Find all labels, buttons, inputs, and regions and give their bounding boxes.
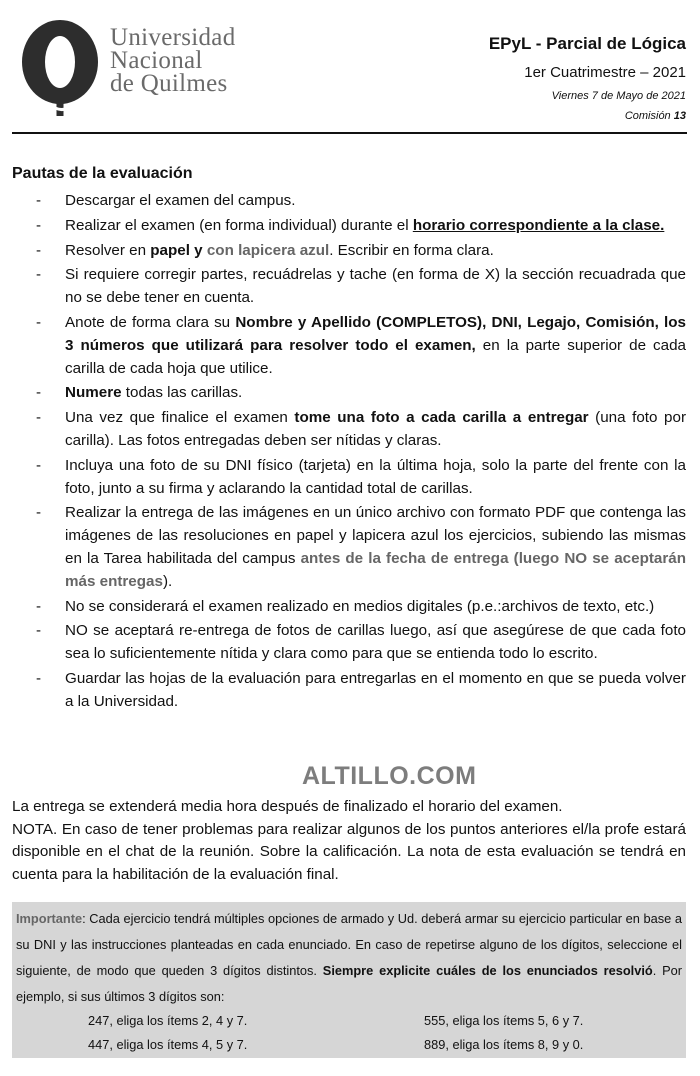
text: ). bbox=[162, 572, 173, 590]
text: Descargar el examen del campus. bbox=[65, 192, 296, 209]
guideline-item bbox=[12, 620, 686, 666]
text: NO se aceptará re-entrega de fotos de carillas luego, así que asegúrese de que cada foto sea lo suficientemente nítida y clara como para que se entienda todo lo escrito. bbox=[65, 622, 686, 663]
university-q-logo-icon bbox=[20, 18, 100, 118]
text: No se considerará el examen realizado en medios digitales (p.e.:archivos de texto, etc.) bbox=[65, 597, 655, 615]
bullet-dash: - bbox=[36, 192, 42, 209]
text: Una vez que finalice el examen bbox=[65, 409, 295, 427]
guideline-item bbox=[12, 190, 686, 213]
bullet-dash: - bbox=[36, 216, 42, 234]
guidelines-title: Pautas de la evaluación bbox=[12, 165, 193, 182]
guideline-item bbox=[12, 240, 686, 263]
university-name bbox=[110, 26, 236, 95]
guideline-item bbox=[12, 382, 686, 405]
bullet-dash: - bbox=[36, 241, 42, 259]
header-divider bbox=[12, 132, 687, 134]
bullet-dash: - bbox=[36, 409, 42, 427]
text: . Escribir en forma clara. bbox=[329, 241, 494, 259]
text: en la parte superior de cada carilla de cada hoja que utilice. bbox=[65, 336, 686, 377]
important-label: Importante bbox=[16, 911, 83, 926]
important-box bbox=[12, 902, 686, 1058]
guideline-item bbox=[12, 407, 686, 453]
emphasis-bold: Nombre y Apellido (COMPLETOS), DNI, Legajo, Comisión, los 3 números que utilizará para resolver todo el examen, bbox=[65, 313, 686, 354]
example-item: 555, eliga los ítems 5, 6 y 7. bbox=[424, 1013, 584, 1028]
text: Resolver en bbox=[65, 241, 151, 259]
guideline-item bbox=[12, 215, 686, 238]
emphasis-bold: papel y bbox=[150, 241, 203, 259]
guidelines-list bbox=[12, 190, 686, 716]
emphasis-bold: tome una foto a cada carilla a entregar bbox=[294, 409, 589, 427]
bullet-dash: - bbox=[36, 669, 42, 687]
text: (una foto por carilla). Las fotos entregadas deben ser nítidas y claras. bbox=[65, 409, 686, 449]
text: Si requiere corregir partes, recuádrelas y tache (en forma de X) la sección recuadrada que no se debe tener en cuenta. bbox=[65, 266, 686, 307]
bullet-dash: - bbox=[36, 313, 42, 331]
university-logo bbox=[18, 18, 248, 118]
emphasis-bold: Siempre explicite cuáles de los enunciados resolvió bbox=[322, 963, 653, 978]
bullet-dash: - bbox=[36, 266, 42, 284]
guideline-item bbox=[12, 596, 686, 619]
commission-number: 13 bbox=[673, 110, 686, 122]
guideline-item bbox=[12, 455, 686, 501]
exam-date: Viernes 7 de Mayo de 2021 bbox=[551, 90, 686, 102]
emphasis-gray: con lapicera azul bbox=[206, 241, 330, 259]
watermark: ALTILLO.COM bbox=[302, 762, 477, 790]
emphasis-underlined: horario correspondiente a la clase. bbox=[412, 216, 665, 234]
emphasis-bold: Numere bbox=[65, 384, 122, 402]
guideline-item bbox=[12, 264, 686, 310]
emphasis-gray: antes de la fecha de entrega (luego NO se aceptarán más entregas bbox=[65, 549, 686, 590]
exam-title: EPyL - Parcial de Lógica bbox=[488, 34, 686, 53]
bullet-dash: - bbox=[36, 597, 42, 615]
example-item: 889, eliga los ítems 8, 9 y 0. bbox=[424, 1037, 584, 1052]
document-header bbox=[0, 0, 700, 136]
text: Incluya una foto de su DNI físico (tarjeta) en la última hoja, solo la parte del frente con la foto, junto a su firma y aclarando la cantidad total de carillas. bbox=[65, 456, 686, 497]
example-item: 447, eliga los ítems 4, 5 y 7. bbox=[88, 1037, 248, 1052]
exam-term: 1er Cuatrimestre – 2021 bbox=[524, 64, 686, 81]
text: Anote de forma clara su bbox=[65, 313, 236, 331]
text: todas las carillas. bbox=[121, 384, 243, 402]
university-name-line-1: Universidad bbox=[110, 24, 236, 51]
guideline-item bbox=[12, 312, 686, 380]
text: . Por ejemplo, si sus últimos 3 dígitos son: bbox=[16, 963, 683, 1004]
text: Guardar las hojas de la evaluación para entregarlas en el momento en que se pueda volver a la Universidad. bbox=[65, 669, 686, 710]
university-name-line-3: de Quilmes bbox=[110, 70, 228, 97]
guideline-item bbox=[12, 668, 686, 714]
bullet-dash: - bbox=[36, 622, 42, 640]
university-name-line-2: Nacional bbox=[110, 47, 203, 74]
exam-info bbox=[489, 34, 686, 123]
text: : Cada ejercicio tendrá múltiples opciones de armado y Ud. deberá armar su ejercicio particular en base a su DNI y las instrucciones planteadas en cada enunciado. En caso de repetirse alguno de los dígitos, seleccione el siguiente, de modo que queden 3 dígitos distintos. bbox=[16, 911, 682, 978]
bullet-dash: - bbox=[36, 456, 42, 474]
bullet-dash: - bbox=[36, 384, 42, 402]
notes bbox=[12, 796, 686, 886]
note-paragraph: NOTA. En caso de tener problemas para realizar algunos de los puntos anteriores el/la profe estará disponible en el chat de la reunión. Sobre la calificación. La nota de esta evaluación se tendrá en cuenta para la habilitación de la evaluación final. bbox=[12, 820, 686, 883]
text: Realizar la entrega de las imágenes en un único archivo con formato PDF que contenga las imágenes de las resoluciones en papel y lapicera azul los ejercicios, subiendo las mismas en la Tarea habilitada del campus bbox=[65, 504, 686, 567]
important-text bbox=[16, 906, 682, 1010]
example-item: 247, eliga los ítems 2, 4 y 7. bbox=[88, 1013, 248, 1028]
bullet-dash: - bbox=[36, 504, 42, 522]
commission-label: Comisión bbox=[624, 110, 671, 122]
exam-commission bbox=[489, 110, 686, 123]
text: Realizar el examen (en forma individual) durante el bbox=[65, 216, 413, 234]
note-paragraph: La entrega se extenderá media hora después de finalizado el horario del examen. bbox=[12, 798, 563, 815]
guideline-item bbox=[12, 502, 686, 593]
